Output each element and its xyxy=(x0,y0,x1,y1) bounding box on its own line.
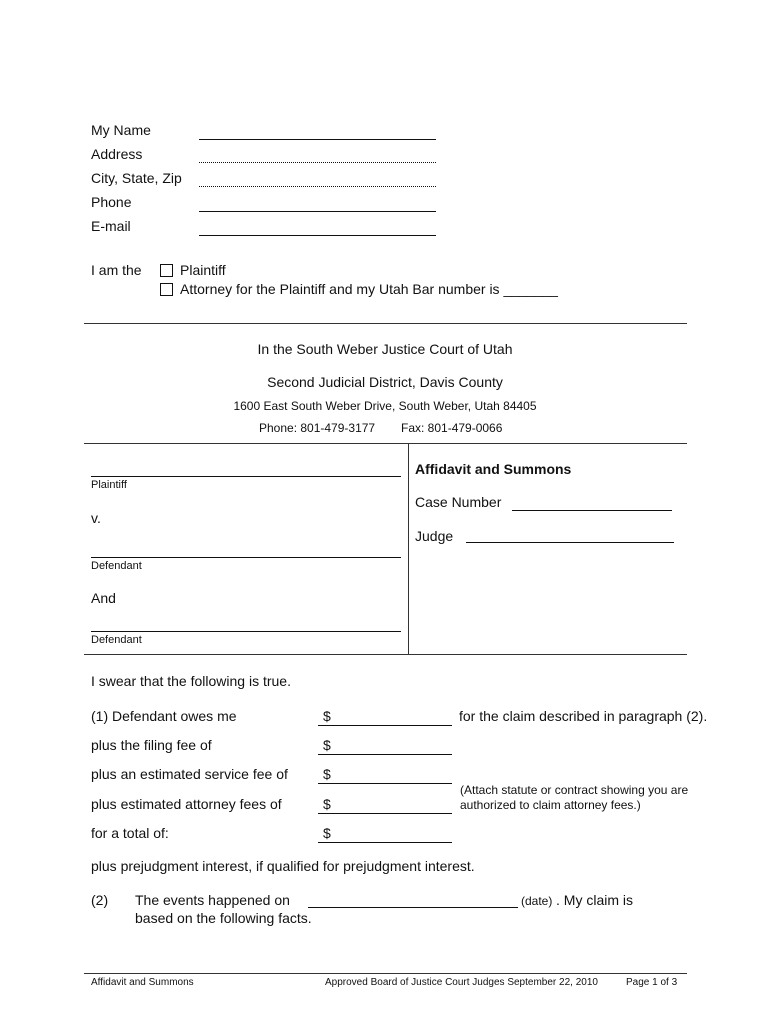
my-name-label: My Name xyxy=(91,122,151,138)
versus-label: v. xyxy=(91,510,101,526)
address-line[interactable] xyxy=(199,162,436,163)
total-line[interactable] xyxy=(318,842,452,843)
caption-bottom-border xyxy=(84,654,687,655)
document-title: Affidavit and Summons xyxy=(415,461,572,477)
claim-note: for the claim described in paragraph (2). xyxy=(459,708,708,724)
email-label: E-mail xyxy=(91,218,131,234)
case-number-line[interactable] xyxy=(512,510,672,511)
city-state-zip-line[interactable] xyxy=(199,186,436,187)
dollar-sign: $ xyxy=(323,825,331,841)
footer-approval: Approved Board of Justice Court Judges September 22, 2010 xyxy=(325,977,598,988)
defendant-caption-label-1: Defendant xyxy=(91,560,142,572)
plaintiff-caption-label: Plaintiff xyxy=(91,479,127,491)
attorney-fees-label: plus estimated attorney fees of xyxy=(91,796,282,812)
defendant-caption-label-2: Defendant xyxy=(91,634,142,646)
filing-fee-label: plus the filing fee of xyxy=(91,737,212,753)
owed-amount-line[interactable] xyxy=(318,725,452,726)
events-text: The events happened on xyxy=(135,892,290,908)
i-am-the-label: I am the xyxy=(91,262,142,278)
court-district: Second Judicial District, Davis County xyxy=(267,374,503,390)
dollar-sign: $ xyxy=(323,737,331,753)
prejudgment-interest: plus prejudgment interest, if qualified for prejudgment interest. xyxy=(91,858,475,874)
attach-note-line1: (Attach statute or contract showing you are xyxy=(460,783,689,797)
phone-label: Phone xyxy=(91,194,132,210)
phone-line[interactable] xyxy=(199,211,436,212)
header-divider xyxy=(84,323,687,324)
attorney-fees-line[interactable] xyxy=(318,813,452,814)
dollar-sign: $ xyxy=(323,766,331,782)
judge-label: Judge xyxy=(415,528,454,544)
my-name-line[interactable] xyxy=(199,139,436,140)
filing-fee-line[interactable] xyxy=(318,754,452,755)
plaintiff-checkbox[interactable] xyxy=(160,264,173,277)
and-label: And xyxy=(91,590,116,606)
defendant-owes-label: (1) Defendant owes me xyxy=(91,708,237,724)
footer-title: Affidavit and Summons xyxy=(91,977,194,988)
oath-statement: I swear that the following is true. xyxy=(91,673,291,689)
plaintiff-name-line[interactable] xyxy=(91,476,401,477)
caption-top-border xyxy=(84,443,687,444)
date-label: (date) xyxy=(521,894,553,908)
total-label: for a total of: xyxy=(91,825,169,841)
plaintiff-option-label: Plaintiff xyxy=(180,262,226,278)
attorney-checkbox[interactable] xyxy=(160,283,173,296)
dollar-sign: $ xyxy=(323,708,331,724)
caption-divider xyxy=(408,443,409,654)
attorney-option-label: Attorney for the Plaintiff and my Utah Bar number is _______ xyxy=(180,281,558,297)
court-name: In the South Weber Justice Court of Utah xyxy=(257,341,513,357)
footer-page-number: Page 1 of 3 xyxy=(626,977,678,988)
service-fee-label: plus an estimated service fee of xyxy=(91,766,288,782)
event-date-line[interactable] xyxy=(308,907,518,908)
claim-is-text: . My claim is xyxy=(556,892,633,908)
court-fax: Fax: 801-479-0066 xyxy=(401,421,503,435)
defendant-name-line-2[interactable] xyxy=(91,631,401,632)
case-number-label: Case Number xyxy=(415,494,502,510)
footer-divider xyxy=(84,973,687,974)
dollar-sign: $ xyxy=(323,796,331,812)
judge-line[interactable] xyxy=(466,542,674,543)
address-label: Address xyxy=(91,146,143,162)
paragraph-number: (2) xyxy=(91,892,109,908)
city-state-zip-label: City, State, Zip xyxy=(91,170,182,186)
facts-text: based on the following facts. xyxy=(135,910,312,926)
attach-note-line2: authorized to claim attorney fees.) xyxy=(460,798,641,812)
defendant-name-line-1[interactable] xyxy=(91,557,401,558)
court-phone: Phone: 801-479-3177 xyxy=(259,421,376,435)
email-line[interactable] xyxy=(199,235,436,236)
service-fee-line[interactable] xyxy=(318,783,452,784)
court-address: 1600 East South Weber Drive, South Weber, Utah 84405 xyxy=(233,399,537,413)
